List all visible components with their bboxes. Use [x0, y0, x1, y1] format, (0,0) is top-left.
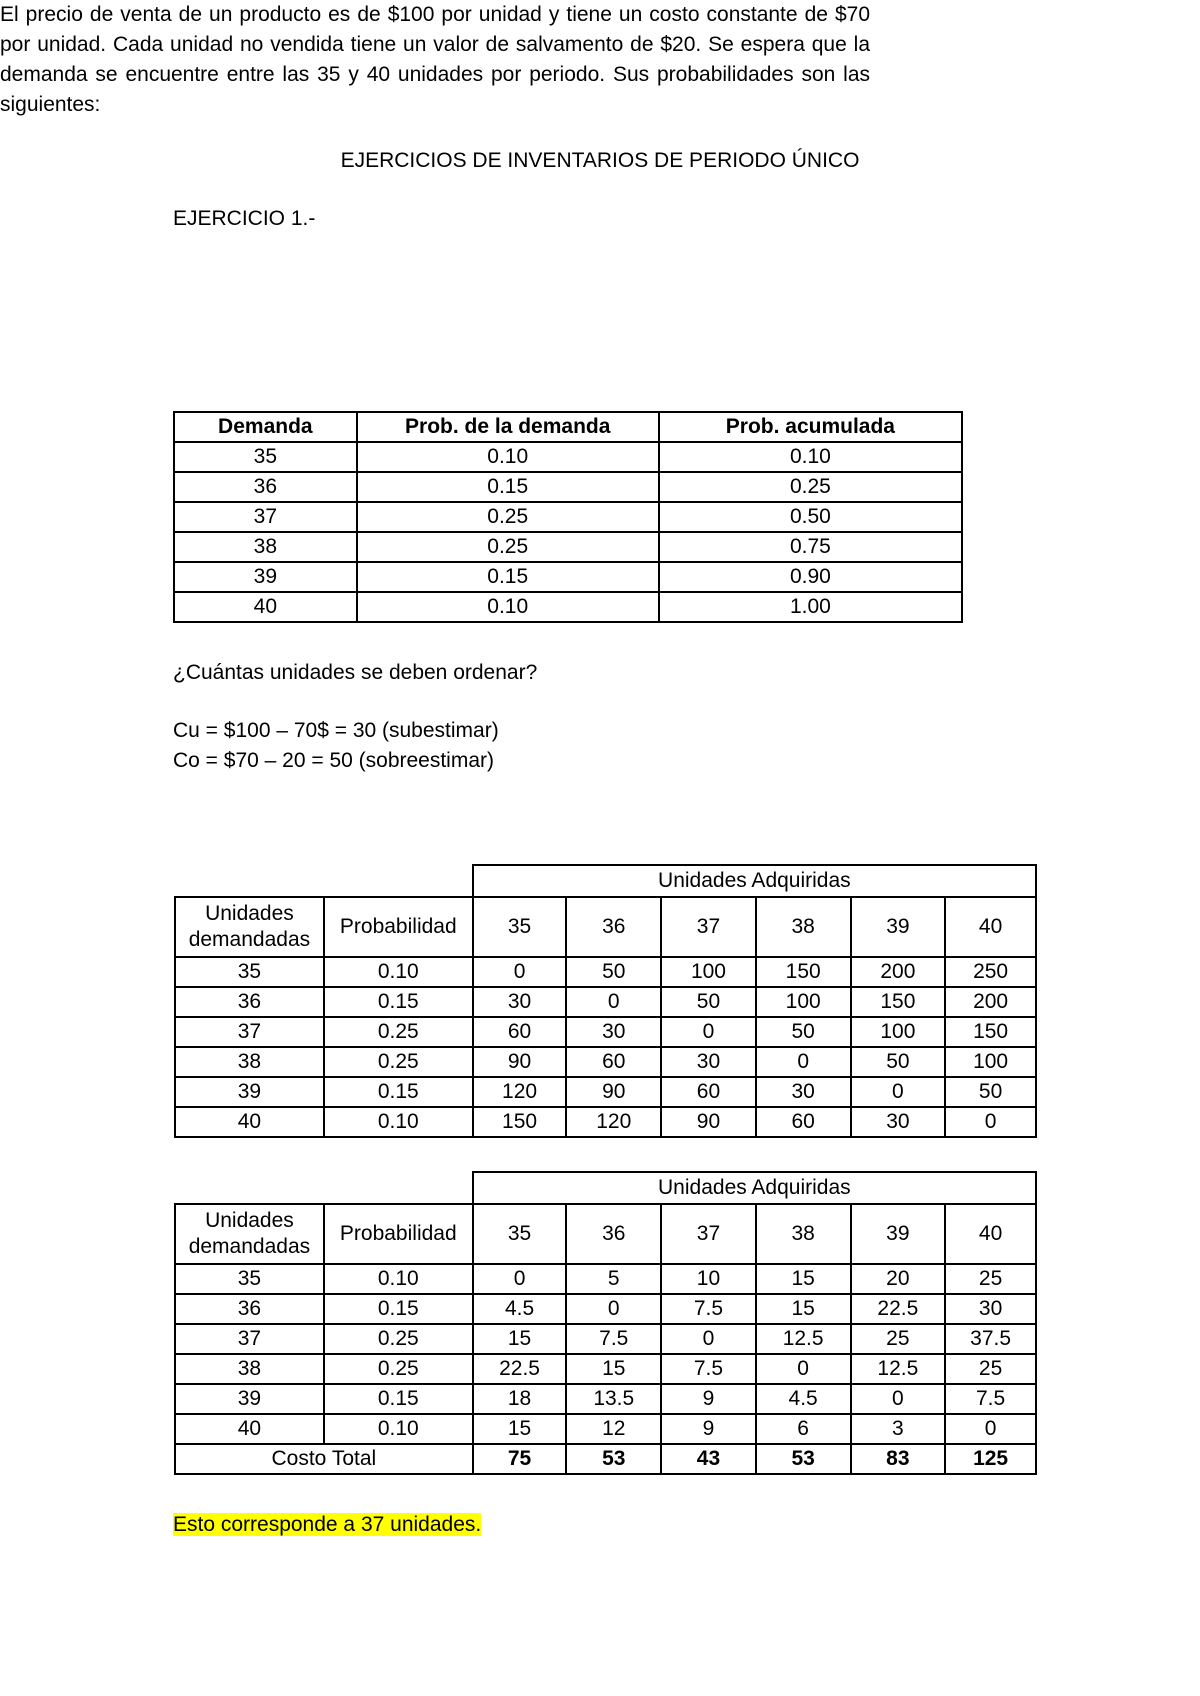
- cell: 50: [851, 1047, 946, 1077]
- table-row: [174, 532, 962, 562]
- table-row: [175, 1414, 1036, 1444]
- total-cell: 53: [756, 1444, 851, 1474]
- cell: 30: [473, 987, 567, 1017]
- table-row: [175, 1384, 1036, 1414]
- cell: 38: [175, 1047, 324, 1077]
- cell: 0.15: [324, 1294, 473, 1324]
- table-row: [175, 1107, 1036, 1137]
- cell: 0.50: [659, 502, 962, 532]
- table-body: [175, 1264, 1036, 1444]
- cell: 0.25: [324, 1354, 473, 1384]
- cell: 9: [661, 1384, 756, 1414]
- cell: 0.25: [357, 502, 659, 532]
- cell: 50: [945, 1077, 1036, 1107]
- cell: 0: [661, 1017, 756, 1047]
- cell: 90: [566, 1077, 661, 1107]
- cell: 5: [566, 1264, 661, 1294]
- cell: 60: [661, 1077, 756, 1107]
- cell: 0.10: [324, 1414, 473, 1444]
- cell: 0.10: [324, 957, 473, 987]
- cell: 0.90: [659, 562, 962, 592]
- cell: 100: [661, 957, 756, 987]
- cell: 37: [175, 1017, 324, 1047]
- cell: 60: [473, 1017, 567, 1047]
- page-title: EJERCICIOS DE INVENTARIOS DE PERIODO ÚNICO: [340, 149, 860, 172]
- table-header-row: [174, 412, 962, 442]
- cell: 0.10: [357, 592, 659, 622]
- cell: 0.25: [659, 472, 962, 502]
- table-row: [175, 1047, 1036, 1077]
- cell: 15: [756, 1264, 851, 1294]
- cell: 0.15: [357, 472, 659, 502]
- cell: 60: [566, 1047, 661, 1077]
- cell: 0.10: [659, 442, 962, 472]
- cell: 13.5: [566, 1384, 661, 1414]
- group-header: Unidades Adquiridas: [473, 865, 1036, 897]
- cell: 0.15: [357, 562, 659, 592]
- cell: 15: [566, 1354, 661, 1384]
- table-row: [174, 442, 962, 472]
- cell: 39: [175, 1077, 324, 1107]
- cell: 18: [473, 1384, 567, 1414]
- cell: 50: [566, 957, 661, 987]
- cell: 100: [851, 1017, 946, 1047]
- cell: 38: [175, 1354, 324, 1384]
- exercise-label: EJERCICIO 1.-: [173, 207, 316, 230]
- cell: 0.25: [324, 1047, 473, 1077]
- cell: 20: [851, 1264, 946, 1294]
- cell: 50: [756, 1017, 851, 1047]
- cell: 120: [566, 1107, 661, 1137]
- unit-header: 36: [566, 897, 661, 957]
- cell: 0: [756, 1354, 851, 1384]
- cell: 0: [851, 1384, 946, 1414]
- table-row: [175, 987, 1036, 1017]
- co-formula: Co = $70 – 20 = 50 (sobreestimar): [173, 749, 495, 772]
- unit-header: 38: [756, 897, 851, 957]
- total-cell: 125: [945, 1444, 1036, 1474]
- cell: 1.00: [659, 592, 962, 622]
- cell: 200: [945, 987, 1036, 1017]
- cell: 150: [945, 1017, 1036, 1047]
- header-prob-cumulative: Prob. acumulada: [659, 412, 962, 442]
- col-probability: Probabilidad: [324, 897, 473, 957]
- table-row: [175, 1077, 1036, 1107]
- total-cell: 75: [473, 1444, 567, 1474]
- cell: 40: [175, 1414, 324, 1444]
- table-row: [175, 1264, 1036, 1294]
- cell: 0.15: [324, 1077, 473, 1107]
- cell: 12.5: [756, 1324, 851, 1354]
- demand-probability-table: [173, 411, 963, 623]
- cell: 0.10: [324, 1264, 473, 1294]
- cell: 37: [175, 1324, 324, 1354]
- header-prob-demand: Prob. de la demanda: [357, 412, 659, 442]
- cell: 0.10: [357, 442, 659, 472]
- cell: 0.10: [324, 1107, 473, 1137]
- cell: 35: [174, 442, 357, 472]
- cell: 36: [174, 472, 357, 502]
- unit-header: 38: [756, 1204, 851, 1264]
- cell: 90: [661, 1107, 756, 1137]
- col-units-demanded: Unidades demandadas: [175, 1204, 324, 1264]
- cell: 37.5: [945, 1324, 1036, 1354]
- group-header: Unidades Adquiridas: [473, 1172, 1036, 1204]
- cell: 30: [756, 1077, 851, 1107]
- header-demand: Demanda: [174, 412, 357, 442]
- cell: 200: [851, 957, 946, 987]
- cell: 22.5: [473, 1354, 567, 1384]
- cell: 25: [851, 1324, 946, 1354]
- cell: 90: [473, 1047, 567, 1077]
- cell: 15: [473, 1414, 567, 1444]
- unit-header: 39: [851, 1204, 946, 1264]
- cell: 0: [566, 987, 661, 1017]
- cell: 10: [661, 1264, 756, 1294]
- cell: 36: [175, 1294, 324, 1324]
- cell: 36: [175, 987, 324, 1017]
- cell: 250: [945, 957, 1036, 987]
- total-row: [175, 1444, 1036, 1474]
- cell: 7.5: [566, 1324, 661, 1354]
- cell: 12: [566, 1414, 661, 1444]
- cell: 0: [945, 1107, 1036, 1137]
- cell: 150: [851, 987, 946, 1017]
- cell: 0: [473, 957, 567, 987]
- cell: 35: [175, 957, 324, 987]
- total-label: Costo Total: [175, 1444, 473, 1474]
- cell: 100: [945, 1047, 1036, 1077]
- blank-corner: [175, 865, 473, 897]
- table-row: [175, 1294, 1036, 1324]
- cell: 0.25: [324, 1324, 473, 1354]
- unit-header: 37: [661, 1204, 756, 1264]
- cell: 40: [174, 592, 357, 622]
- table-row: [174, 502, 962, 532]
- col-units-demanded: Unidades demandadas: [175, 897, 324, 957]
- highlighted-conclusion: Esto corresponde a 37 unidades.: [173, 1513, 482, 1536]
- table-row: [174, 562, 962, 592]
- unit-header: 40: [945, 1204, 1036, 1264]
- cell: 7.5: [945, 1384, 1036, 1414]
- cell: 15: [756, 1294, 851, 1324]
- expected-cost-table: [174, 1171, 1037, 1475]
- table-row: [175, 957, 1036, 987]
- opportunity-cost-table: [174, 864, 1037, 1138]
- cell: 30: [566, 1017, 661, 1047]
- cell: 15: [473, 1324, 567, 1354]
- cell: 100: [756, 987, 851, 1017]
- cell: 22.5: [851, 1294, 946, 1324]
- cell: 38: [174, 532, 357, 562]
- cell: 0.15: [324, 987, 473, 1017]
- cell: 3: [851, 1414, 946, 1444]
- cell: 0: [851, 1077, 946, 1107]
- cell: 37: [174, 502, 357, 532]
- table-row: [174, 472, 962, 502]
- unit-header: 37: [661, 897, 756, 957]
- table-body: [175, 957, 1036, 1137]
- cell: 0: [756, 1047, 851, 1077]
- unit-header: 35: [473, 1204, 567, 1264]
- cell: 0.75: [659, 532, 962, 562]
- cell: 120: [473, 1077, 567, 1107]
- problem-paragraph: El precio de venta de un producto es de $100 por unidad y tiene un costo constante de $70 por unidad. Cada unidad no vendida tiene un valor de salvamento de $20. Se espera que la demanda se encuentre entre las 35 y 40 unidades por periodo. Sus probabilidades son las siguientes:: [0, 3, 870, 116]
- unit-header: 35: [473, 897, 567, 957]
- unit-header: 39: [851, 897, 946, 957]
- total-cell: 43: [661, 1444, 756, 1474]
- cell: 7.5: [661, 1294, 756, 1324]
- total-cell: 83: [851, 1444, 946, 1474]
- cell: 35: [175, 1264, 324, 1294]
- cu-formula: Cu = $100 – 70$ = 30 (subestimar): [173, 719, 499, 742]
- cell: 0: [661, 1324, 756, 1354]
- cell: 50: [661, 987, 756, 1017]
- cell: 25: [945, 1354, 1036, 1384]
- cell: 39: [174, 562, 357, 592]
- cell: 4.5: [473, 1294, 567, 1324]
- cell: 0: [945, 1414, 1036, 1444]
- conclusion-text: [173, 1510, 481, 1540]
- cell: 25: [945, 1264, 1036, 1294]
- cell: 0: [473, 1264, 567, 1294]
- cell: 0.25: [324, 1017, 473, 1047]
- cell: 150: [473, 1107, 567, 1137]
- total-cell: 53: [566, 1444, 661, 1474]
- cell: 7.5: [661, 1354, 756, 1384]
- cell: 60: [756, 1107, 851, 1137]
- col-probability: Probabilidad: [324, 1204, 473, 1264]
- table-row: [175, 1324, 1036, 1354]
- cell: 0.15: [324, 1384, 473, 1414]
- cell: 0.25: [357, 532, 659, 562]
- cell: 9: [661, 1414, 756, 1444]
- cell: 12.5: [851, 1354, 946, 1384]
- cell: 30: [661, 1047, 756, 1077]
- blank-corner: [175, 1172, 473, 1204]
- cell: 0: [566, 1294, 661, 1324]
- cell: 30: [851, 1107, 946, 1137]
- cell: 30: [945, 1294, 1036, 1324]
- unit-header: 36: [566, 1204, 661, 1264]
- cell: 150: [756, 957, 851, 987]
- unit-header: 40: [945, 897, 1036, 957]
- table-row: [174, 592, 962, 622]
- table-row: [175, 1354, 1036, 1384]
- cell: 40: [175, 1107, 324, 1137]
- question-text: ¿Cuántas unidades se deben ordenar?: [173, 661, 538, 684]
- cell: 6: [756, 1414, 851, 1444]
- cell: 39: [175, 1384, 324, 1414]
- cell: 4.5: [756, 1384, 851, 1414]
- table-row: [175, 1017, 1036, 1047]
